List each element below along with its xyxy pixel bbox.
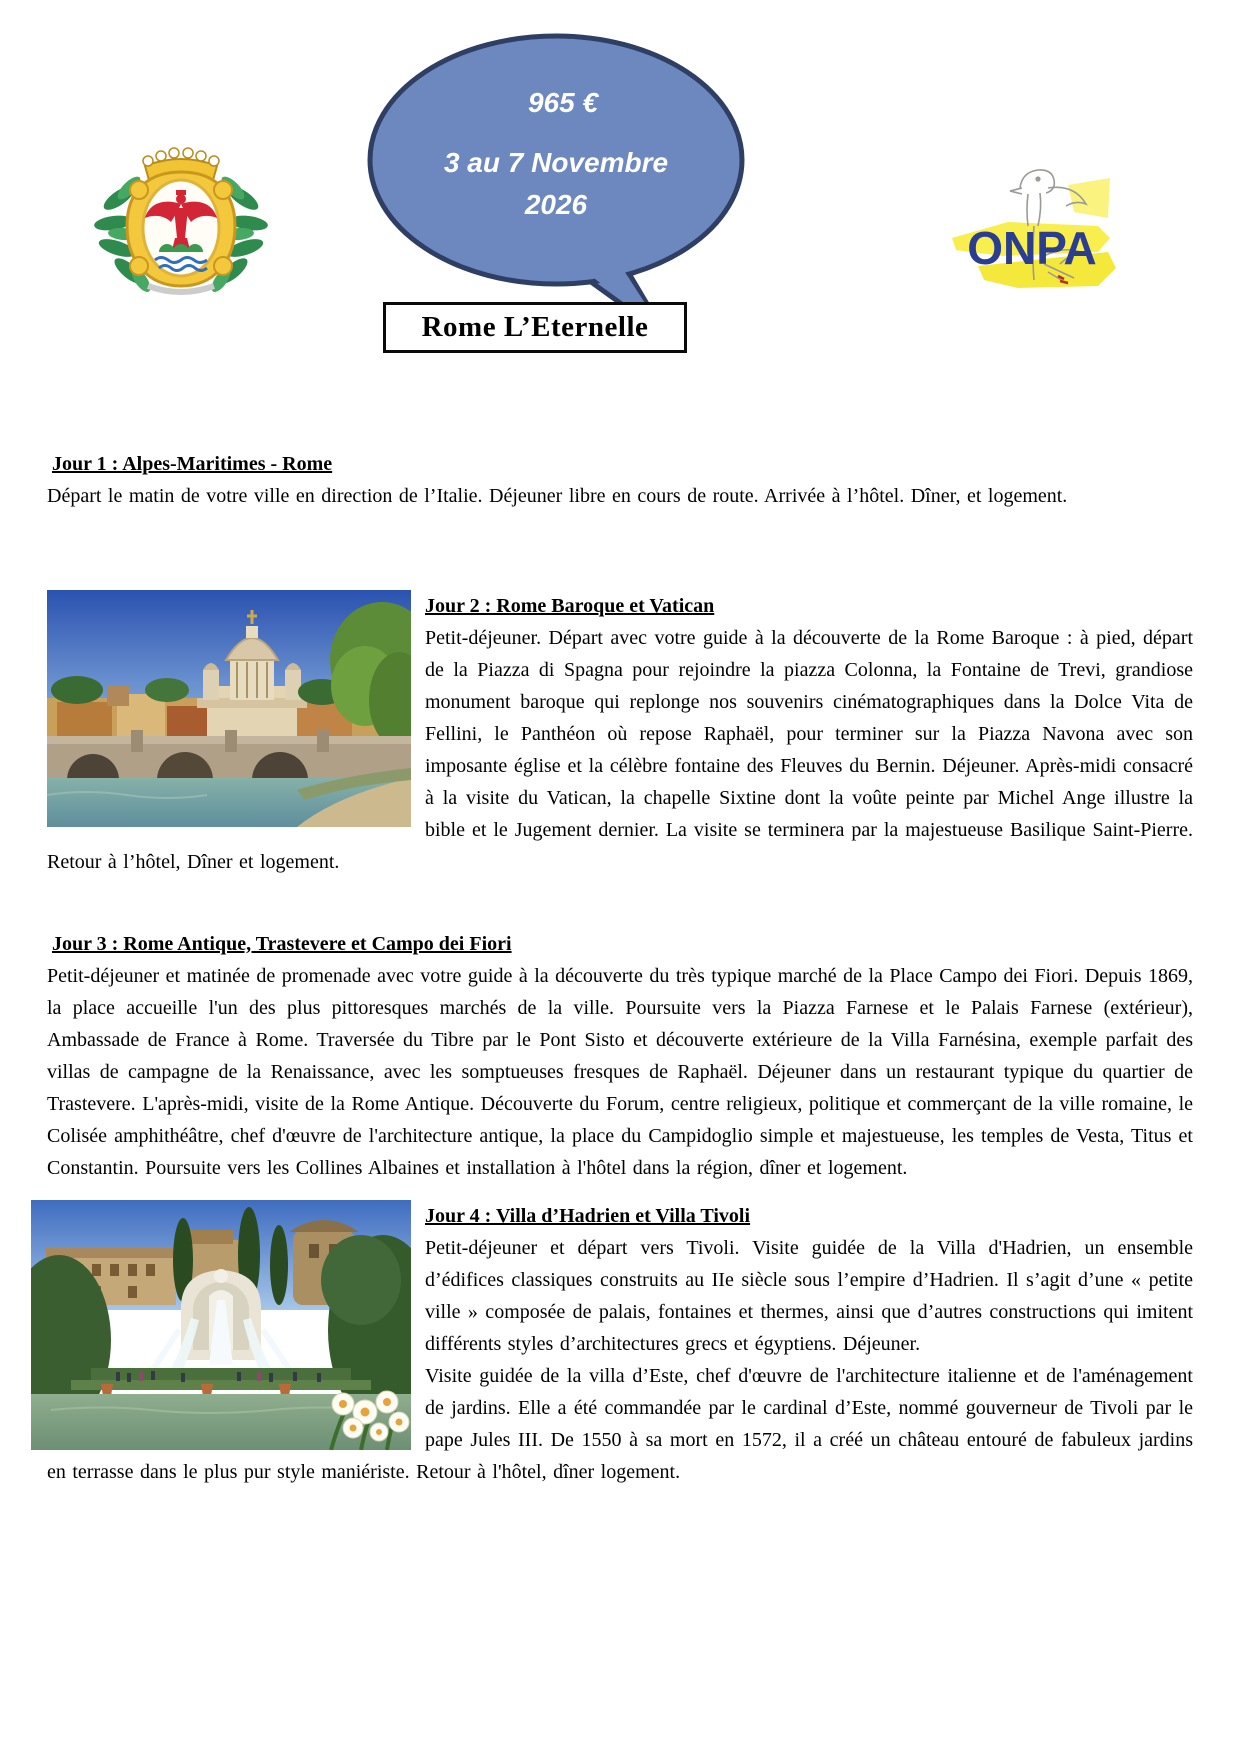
- title-box: [383, 302, 687, 353]
- onpa-wordmark: ONPA: [967, 222, 1097, 274]
- bubble-dates-line2: 2026: [524, 189, 588, 220]
- nice-coat-of-arms-logo: [93, 128, 269, 304]
- day-1-heading: Jour 1 : Alpes-Maritimes - Rome: [52, 453, 333, 475]
- eagle-shield: [143, 180, 219, 276]
- onpa-logo: [948, 160, 1118, 305]
- speech-bubble: [363, 30, 755, 342]
- day-section-4: [47, 1200, 1193, 1488]
- bubble-dates-line1: 3 au 7 Novembre: [443, 147, 669, 178]
- rome-photo: [47, 590, 411, 827]
- day-4-heading: Jour 4 : Villa d’Hadrien et Villa Tivoli: [425, 1205, 751, 1227]
- page-title: Rome L’Eternelle: [421, 311, 649, 343]
- day-3-heading: Jour 3 : Rome Antique, Trastevere et Campo dei Fiori: [52, 933, 512, 955]
- day-4-paragraph-1: Petit-déjeuner et départ vers Tivoli. Visite guidée de la Villa d'Hadrien, un ensemble d’édifices classiques construits au IIe siècle sous l’empire d’Hadrien. Il s’agit d’une « petite ville » composée de palais, fontaines et thermes, ainsi que d’autres constructions qui imitent différents styles d’architectures grecs et égyptiens. Déjeuner.: [425, 1237, 1193, 1355]
- bubble-price-text: 965 €: [527, 87, 599, 118]
- day-section-2: [47, 590, 1193, 878]
- day-section-3: [47, 928, 1193, 1184]
- itinerary-content: [47, 448, 1193, 1488]
- day-1-paragraph: Départ le matin de votre ville en direction de l’Italie. Déjeuner libre en cours de route. Arrivée à l’hôtel. Dîner, et logement.: [47, 485, 1068, 507]
- day-2-paragraph: Petit-déjeuner. Départ avec votre guide à la découverte de la Rome Baroque : à pied, départ de la Piazza di Spagna pour rejoindre la piazza Colonna, la Fontaine de Trevi, grandiose monument baroque qui replonge nos souvenirs cinématographiques dans la Dolce Vita de Fellini, le Panthéon où repose Raphaël, pour terminer sur la Piazza Navona avec son imposante église et la célèbre fontaine des Fleuves du Bernin. Déjeuner. Après-midi consacré à la visite du Vatican, la chapelle Sixtine dont la voûte peinte par Michel Ange illustre la bible et le Jugement dernier. La visite se terminera par la majestueuse Basilique Saint-Pierre. Retour à l’hôtel, Dîner et logement.: [47, 627, 1193, 873]
- stone-bridge: [47, 730, 411, 780]
- day-section-1: [47, 448, 1193, 512]
- day-3-paragraph: Petit-déjeuner et matinée de promenade avec votre guide à la découverte du très typique marché de la Place Campo dei Fiori. Depuis 1869, la place accueille l'un des plus pittoresques marchés de la ville. Poursuite vers la Piazza Farnese et le Palais Farnese (extérieur), Ambassade de France à Rome. Traversée du Tibre par le Pont Sisto et découverte extérieure de la Villa Farnésina, exemple parfait des villas de campagne de la Renaissance, avec les somptueuses fresques de Raphaël. Déjeuner dans un restaurant typique du quartier de Trastevere. L'après-midi, visite de la Rome Antique. Découverte du Forum, centre religieux, politique et commerçant de la ville romaine, le Colisée amphithéâtre, chef d'œuvre de l'architecture antique, la place du Campidoglio simple et majestueuse, les temples de Vesta, Titus et Constantin. Poursuite vers les Collines Albaines et installation à l'hôtel dans la région, dîner et logement.: [47, 965, 1193, 1179]
- day-2-heading: Jour 2 : Rome Baroque et Vatican: [425, 595, 715, 617]
- villa-deste-photo: [31, 1200, 411, 1450]
- day-4-paragraph-2: Visite guidée de la villa d’Este, chef d'œuvre de l'architecture italienne et de l'aménagement de jardins. Elle a été commandée par le cardinal d’Este, nommé gouverneur de Tivoli par le pape Jules III. De 1550 à sa mort en 1572, il a créé un château entouré de fabuleux jardins en terrasse dans le plus pur style maniériste. Retour à l'hôtel, dîner logement.: [47, 1365, 1193, 1483]
